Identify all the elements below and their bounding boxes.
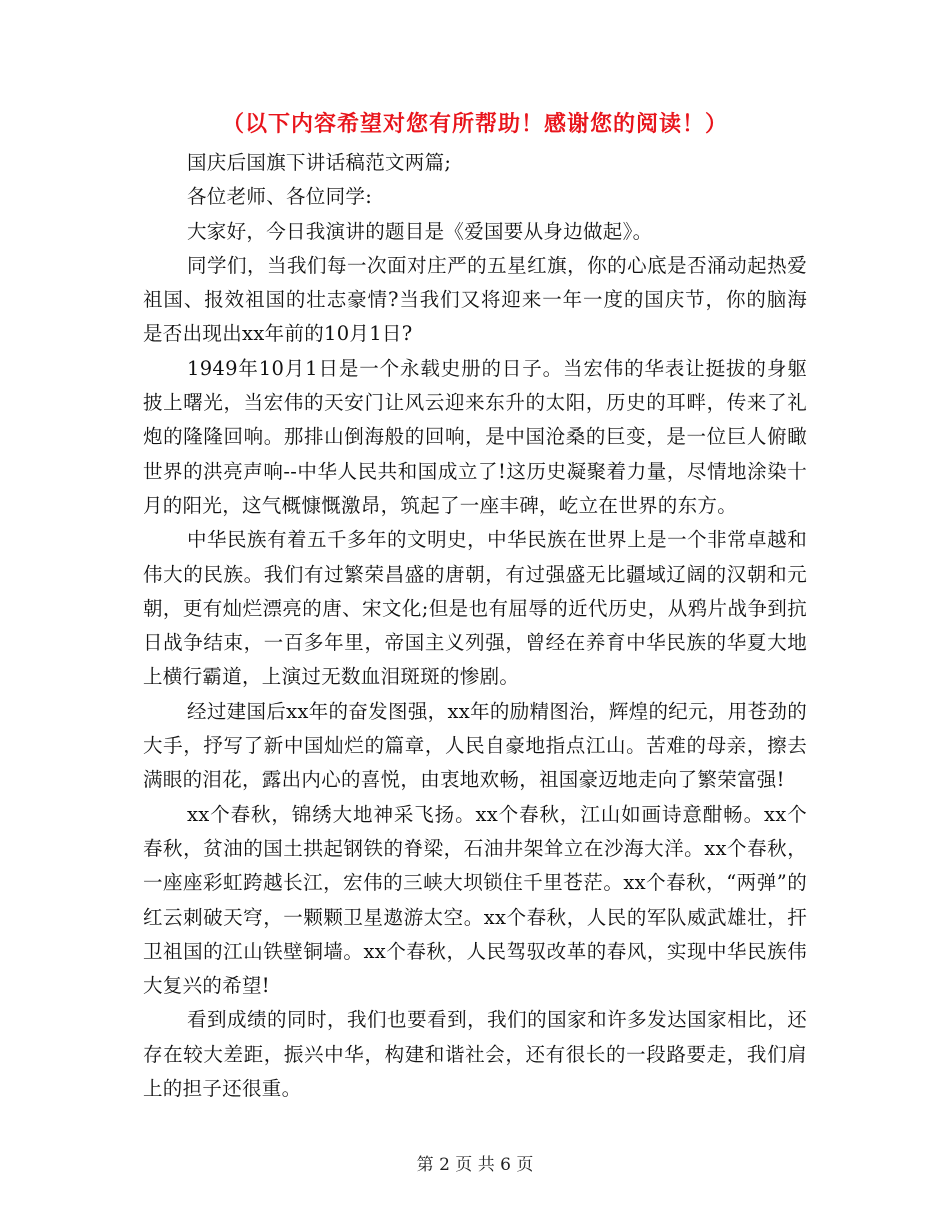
page-number-footer: 第 2 页 共 6 页: [416, 1155, 534, 1175]
paragraph-title: 国庆后国旗下讲话稿范文两篇;: [187, 151, 452, 174]
paragraph-greeting: 大家好，今日我演讲的题目是《爱国要从身边做起》。: [187, 219, 653, 243]
banner-title: （以下内容希望对您有所帮助！感谢您的阅读！）: [221, 111, 728, 137]
paragraph: 同学们，当我们每一次面对庄严的五星红旗，你的心底是否涌动起热爱祖国、报效祖国的壮志豪情?当我们又将迎来一年一度的国庆节，你的脑海是否出现出xx年前的10月1日?: [143, 253, 807, 346]
paragraph-salutation: 各位老师、各位同学:: [187, 185, 373, 209]
paragraph: 经过建国后xx年的奋发图强，xx年的励精图治，辉煌的纪元，用苍劲的大手，抒写了新中国灿烂的篇章，人民自豪地指点江山。苦难的母亲，擦去满眼的泪花，露出内心的喜悦，由衷地欢畅，祖国豪迈地走向了繁荣富强!: [143, 699, 807, 792]
document-body: [143, 146, 807, 1106]
paragraph: 看到成绩的同时，我们也要看到，我们的国家和许多发达国家相比，还存在较大差距，振兴中华，构建和谐社会，还有很长的一段路要走，我们肩上的担子还很重。: [143, 1008, 807, 1101]
paragraph: xx个春秋，锦绣大地神采飞扬。xx个春秋，江山如画诗意酣畅。xx个春秋，贫油的国土拱起钢铁的脊梁，石油井架耸立在沙海大洋。xx个春秋，一座座彩虹跨越长江，宏伟的三峡大坝锁住千里苍茫。xx个春秋，“两弹”的红云刺破天穹，一颗颗卫星遨游太空。xx个春秋，人民的军队威武雄壮，扞卫祖国的江山铁壁铜墙。xx个春秋，人民驾驭改革的春风，实现中华民族伟大复兴的希望!: [143, 802, 807, 998]
paragraph: 中华民族有着五千多年的文明史，中华民族在世界上是一个非常卓越和伟大的民族。我们有过繁荣昌盛的唐朝，有过强盛无比疆域辽阔的汉朝和元朝，更有灿烂漂亮的唐、宋文化;但是也有屈辱的近代历史，从鸦片战争到抗日战争结束，一百多年里，帝国主义列强，曾经在养育中华民族的华夏大地上横行霸道，上演过无数血泪斑斑的惨剧。: [143, 528, 807, 689]
paragraph: 1949年10月1日是一个永载史册的日子。当宏伟的华表让挺拔的身躯披上曙光，当宏伟的天安门让风云迎来东升的太阳，历史的耳畔，传来了礼炮的隆隆回响。那排山倒海般的回响，是中国沧桑的巨变，是一位巨人俯瞰世界的洪亮声响--中华人民共和国成立了!这历史凝聚着力量，尽情地涂染十月的阳光，这气概慷慨激昂，筑起了一座丰碑，屹立在世界的东方。: [143, 356, 807, 517]
